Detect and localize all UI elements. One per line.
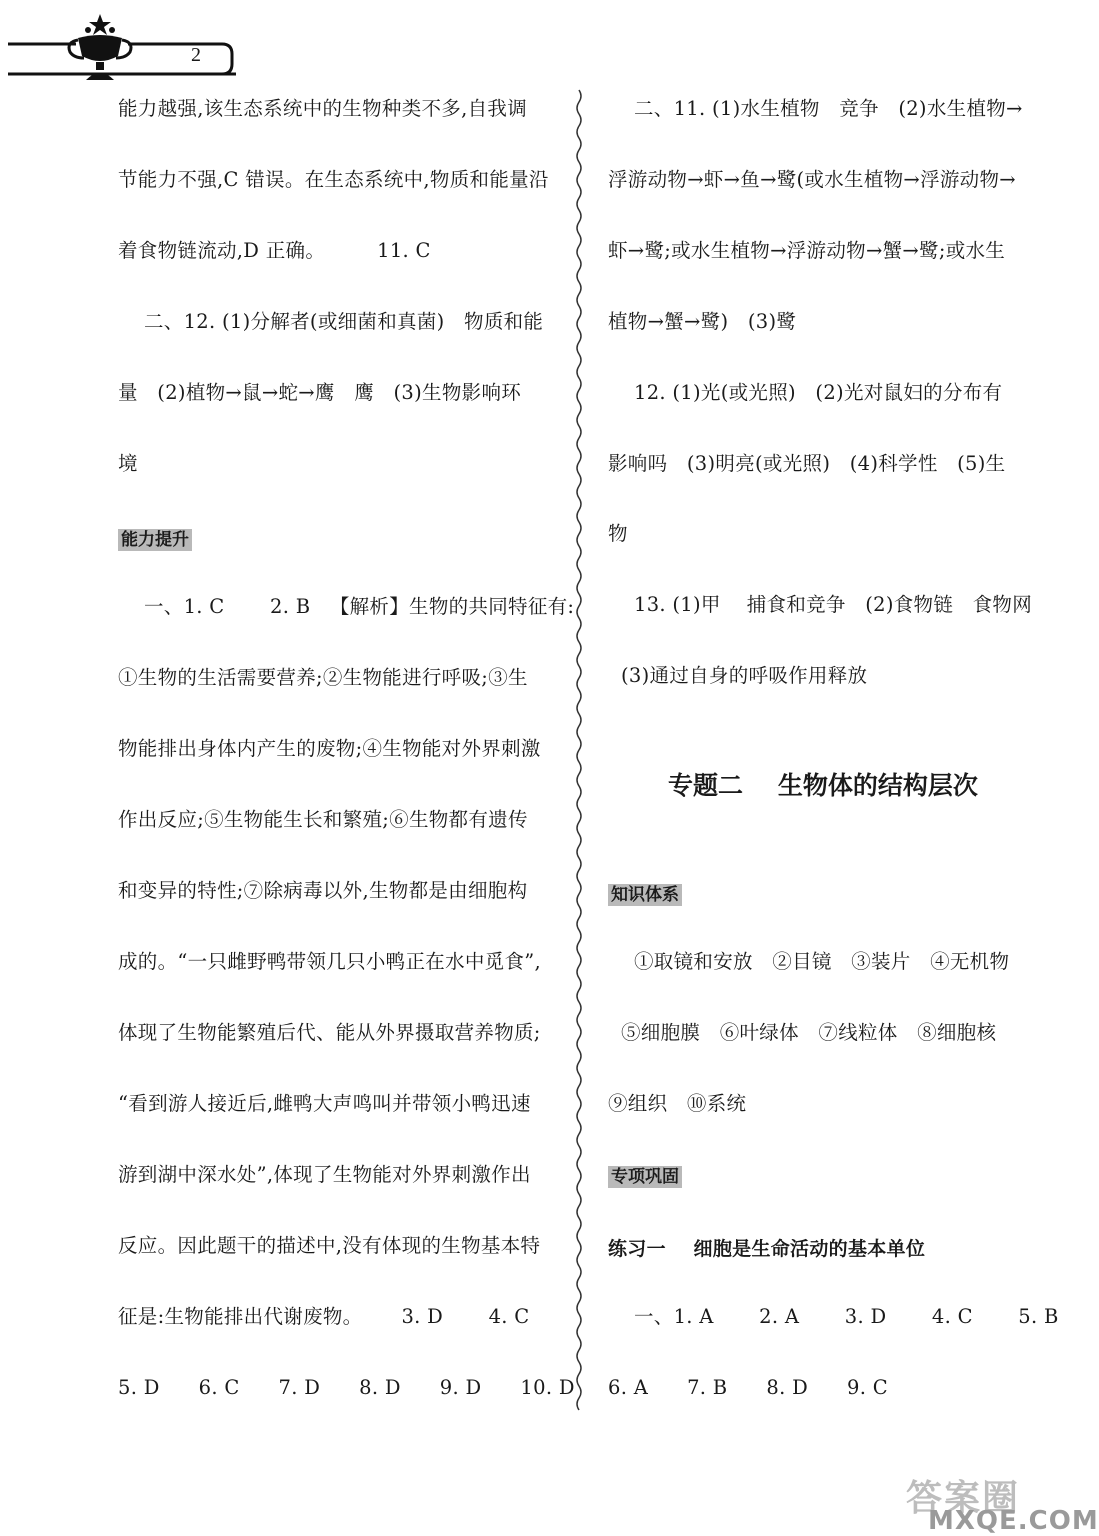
text-line: 量 (2)植物→鼠→蛇→鹰 鹰 (3)生物影响环	[118, 381, 522, 404]
text-line: 游到湖中深水处”,体现了生物能对外界刺激作出	[118, 1163, 531, 1186]
text-line: 虾→鹭;或水生植物→浮游动物→蟹→鹭;或水生	[608, 239, 1006, 262]
text-line: 物	[608, 522, 628, 545]
text-line: (3)通过自身的呼吸作用释放	[608, 664, 868, 687]
section-title: 专题二 生物体的结构层次	[668, 771, 978, 800]
text-line: 二、11. (1)水生植物 竞争 (2)水生植物→	[608, 97, 1023, 120]
text-line: 影响吗 (3)明亮(或光照) (4)科学性 (5)生	[608, 452, 1006, 475]
text-line: 物能排出身体内产生的废物;④生物能对外界刺激	[118, 737, 541, 760]
text-line: 体现了生物能繁殖后代、能从外界摄取营养物质;	[118, 1021, 541, 1044]
page-number: 2	[191, 44, 201, 66]
section-tag-practice: 专项巩固	[608, 1166, 682, 1188]
text-line: 和变异的特性;⑦除病毒以外,生物都是由细胞构	[118, 879, 528, 902]
page-header	[0, 0, 260, 90]
text-line: ⑤细胞膜 ⑥叶绿体 ⑦线粒体 ⑧细胞核	[608, 1021, 997, 1044]
text-line: 13. (1)甲 捕食和竞争 (2)食物链 食物网	[608, 593, 1033, 616]
text-line: 一、1. A 2. A 3. D 4. C 5. B	[608, 1305, 1059, 1328]
text-line: 植物→蟹→鹭) (3)鹭	[608, 310, 797, 333]
text-line: 12. (1)光(或光照) (2)光对鼠妇的分布有	[608, 381, 1003, 404]
text-line: 浮游动物→虾→鱼→鹭(或水生植物→浮游动物→	[608, 168, 1016, 191]
watermark-logo: 答案圈	[906, 1478, 1021, 1519]
text-line: 着食物链流动,D 正确。 11. C	[118, 239, 431, 262]
text-line: 征是:生物能排出代谢废物。 3. D 4. C	[118, 1305, 530, 1328]
text-line: 6. A 7. B 8. D 9. C	[608, 1376, 888, 1399]
watermark-url: MXQE.COM	[928, 1506, 1099, 1536]
text-line: “看到游人接近后,雌鸭大声鸣叫并带领小鸭迅速	[118, 1092, 531, 1115]
text-line: 一、1. C 2. B 【解析】生物的共同特征有:	[118, 595, 575, 618]
text-line: 节能力不强,C 错误。在生态系统中,物质和能量沿	[118, 168, 549, 191]
text-line: ①生物的生活需要营养;②生物能进行呼吸;③生	[118, 666, 528, 689]
trophy-icon	[69, 14, 131, 80]
text-line: 反应。因此题干的描述中,没有体现的生物基本特	[118, 1234, 541, 1257]
section-tag-knowledge: 知识体系	[608, 884, 682, 906]
column-divider	[572, 90, 586, 1410]
text-line: 能力越强,该生态系统中的生物种类不多,自我调	[118, 97, 527, 120]
text-line: ①取镜和安放 ②目镜 ③装片 ④无机物	[608, 950, 1010, 973]
text-line: ⑨组织 ⑩系统	[608, 1092, 747, 1115]
text-line: 成的。“一只雌野鸭带领几只小鸭正在水中觅食”,	[118, 950, 542, 973]
text-line: 作出反应;⑤生物能生长和繁殖;⑥生物都有遗传	[118, 808, 528, 831]
text-line: 5. D 6. C 7. D 8. D 9. D 10. D	[118, 1376, 575, 1399]
exercise-title: 练习一 细胞是生命活动的基本单位	[608, 1238, 926, 1260]
text-line: 境	[118, 452, 138, 475]
section-tag-ability: 能力提升	[118, 529, 192, 551]
text-line: 二、12. (1)分解者(或细菌和真菌) 物质和能	[118, 310, 544, 333]
